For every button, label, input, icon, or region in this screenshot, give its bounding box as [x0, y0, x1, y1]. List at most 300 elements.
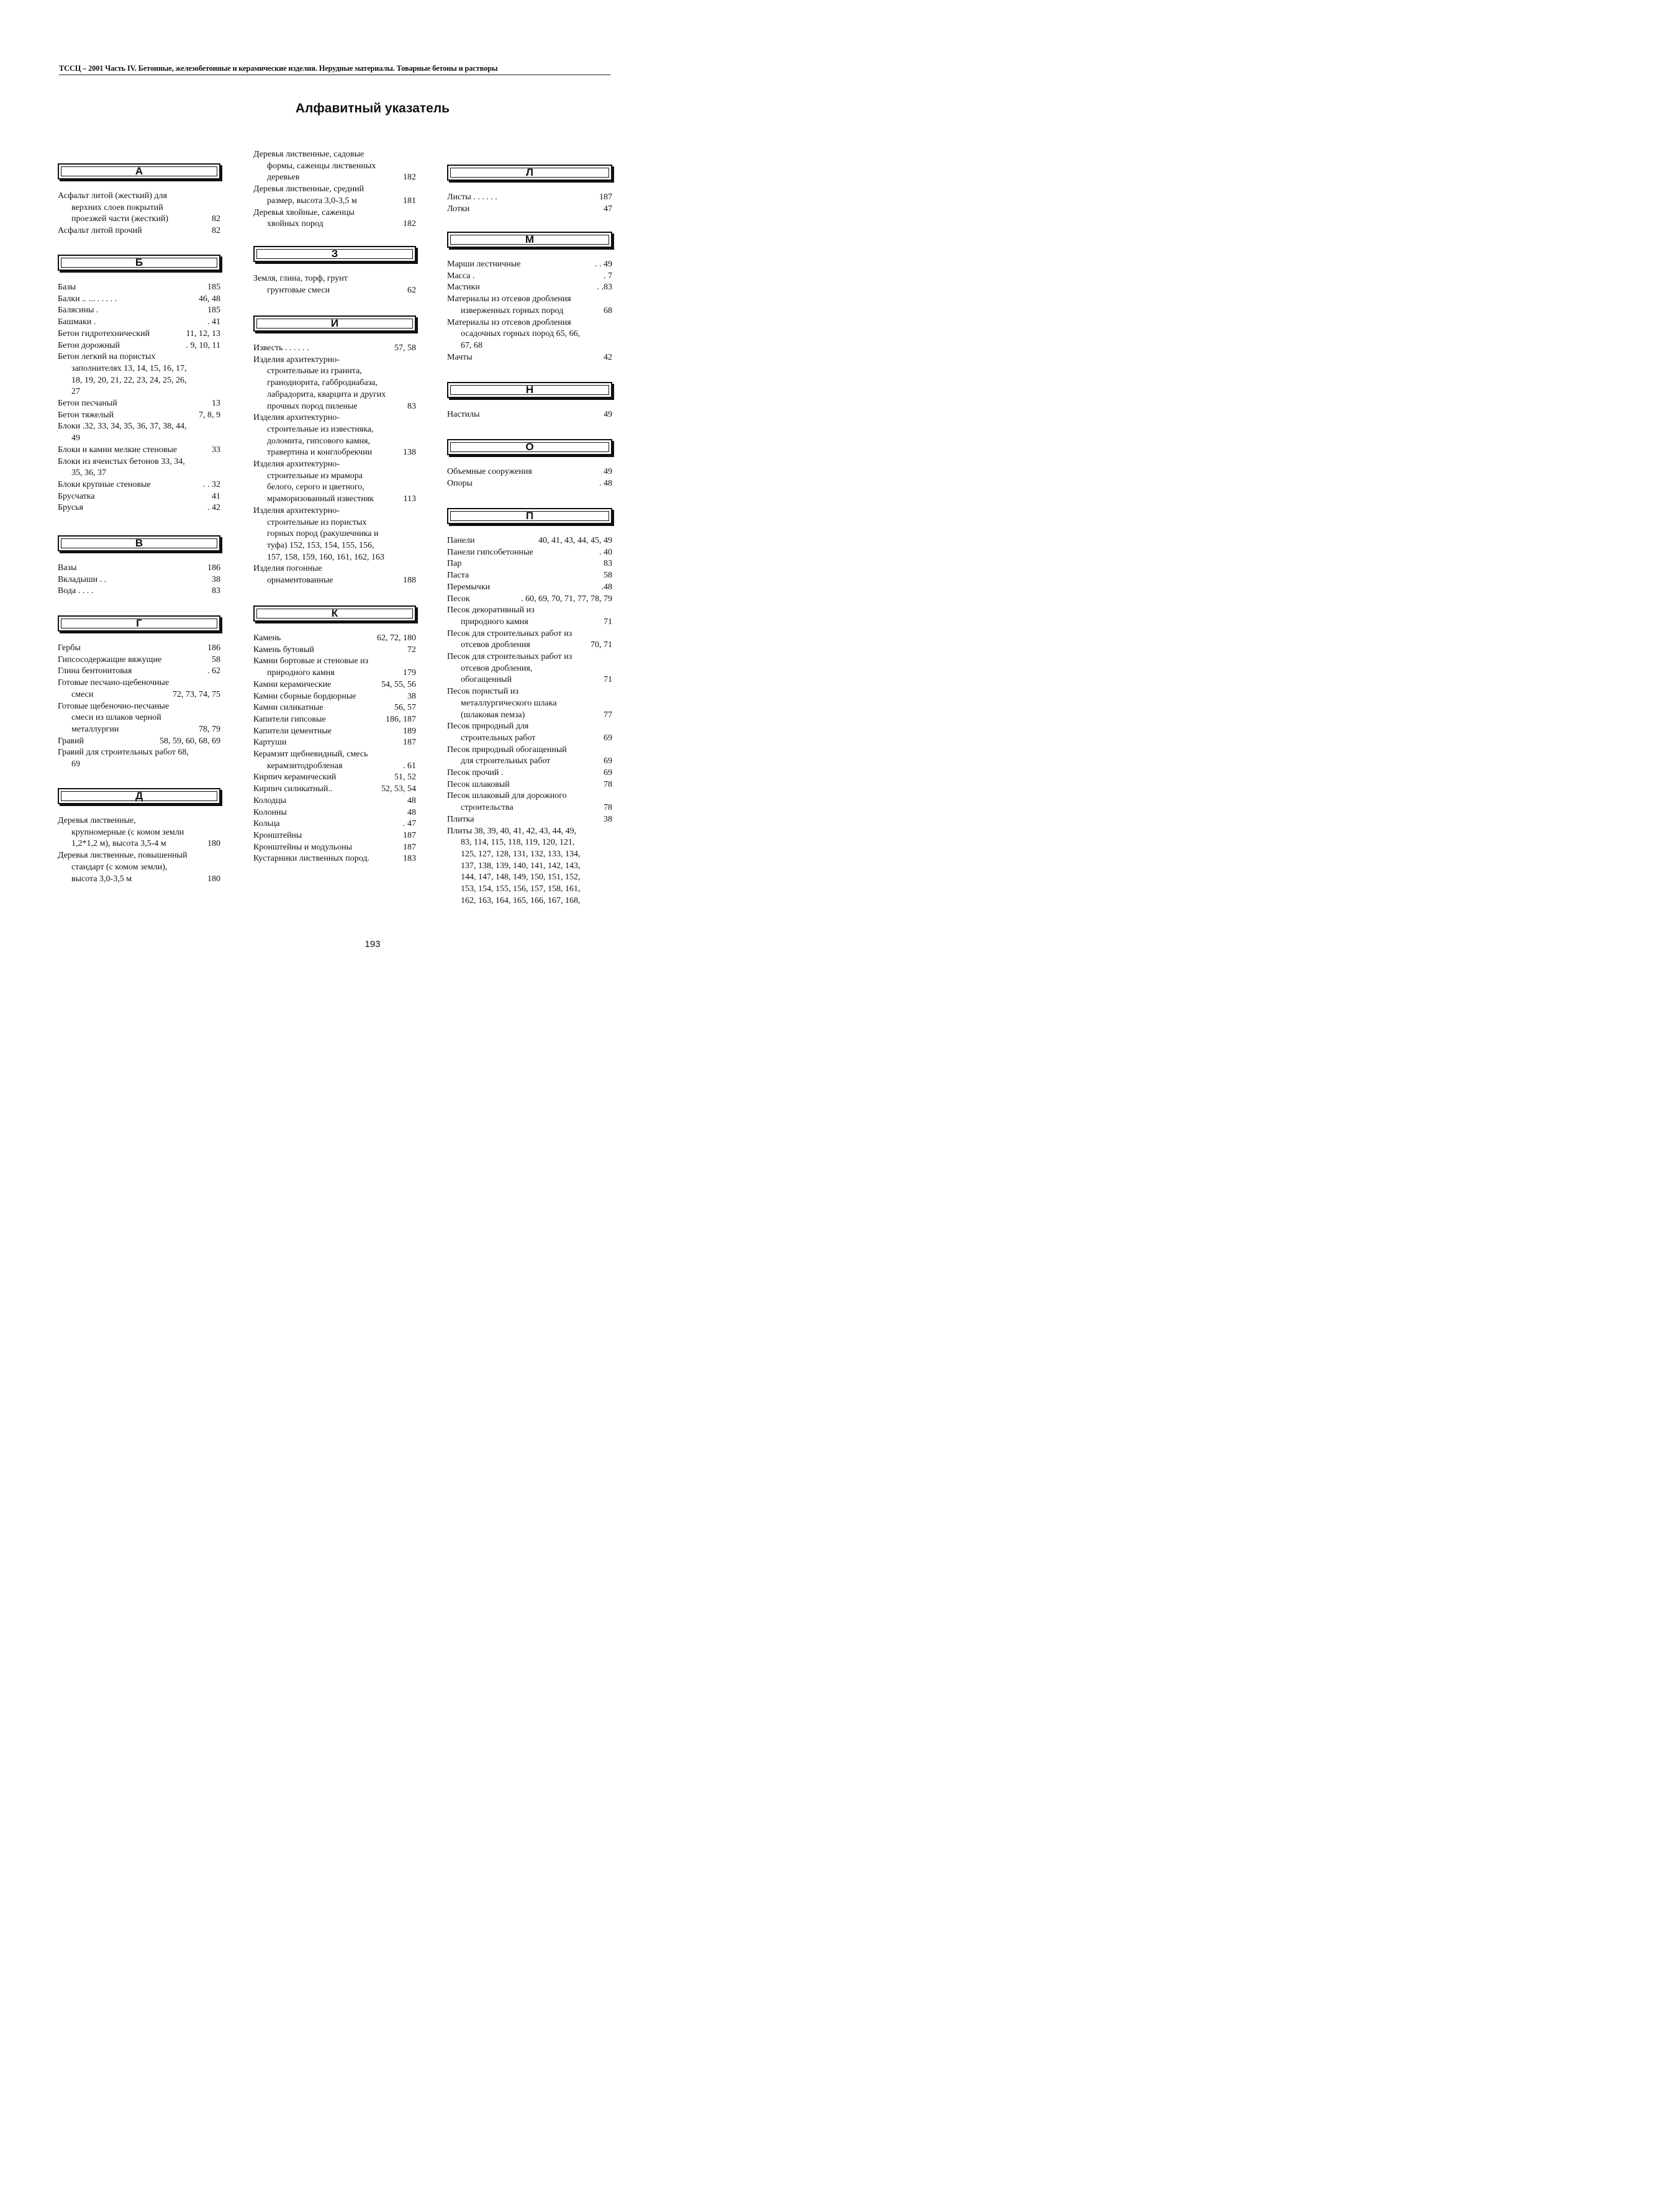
index-section: [253, 246, 416, 296]
entry-pages: . 62: [207, 666, 220, 676]
entry-text: (шлаковая пемза): [461, 710, 525, 720]
index-entry: [58, 305, 220, 317]
entry-line: [58, 468, 220, 479]
entry-line: [253, 172, 416, 184]
index-entry: [253, 505, 416, 564]
entry-pages: 83: [604, 559, 612, 569]
entry-line: [447, 872, 612, 884]
entry-text: горных пород (ракушечника и: [267, 529, 379, 539]
section-letter: Г: [136, 617, 142, 629]
entry-text: металлургического шлака: [461, 698, 557, 708]
entry-pages: 51, 52: [394, 773, 416, 782]
entry-line: [447, 686, 612, 698]
index-entry: [447, 466, 612, 478]
entry-line: [253, 702, 416, 714]
entry-text: строительных работ: [461, 733, 536, 743]
entry-line: [447, 192, 612, 204]
index-entry: [58, 329, 220, 340]
entry-pages: 58: [212, 655, 220, 664]
entry-text: Гипсосодержащие вяжущие: [58, 655, 162, 664]
entry-text: строительные из мрамора: [267, 471, 363, 481]
entry-line: [58, 191, 220, 202]
entry-pages: 82: [212, 226, 220, 236]
entry-text: 162, 163, 164, 165, 166, 167, 168,: [461, 895, 581, 905]
index-section: [58, 535, 220, 597]
index-entry: [447, 294, 612, 317]
section-letter: П: [525, 510, 534, 522]
index-entry: [58, 479, 220, 491]
entry-text: Кирпич керамический: [253, 773, 337, 782]
section-letter: В: [135, 537, 143, 549]
entry-line: [58, 479, 220, 491]
entry-text: Материалы из отсевов дробления: [447, 317, 571, 327]
entry-text: 153, 154, 155, 156, 157, 158, 161,: [461, 884, 581, 894]
entry-pages: 186, 187: [386, 714, 416, 724]
entry-pages: 70, 71: [591, 640, 612, 650]
entry-pages: 41: [212, 491, 220, 501]
entry-pages: . 61: [403, 761, 416, 771]
index-entry: [58, 351, 220, 398]
entry-pages: 62, 72, 180: [377, 633, 416, 643]
index-entry: [447, 605, 612, 628]
entry-pages: 38: [604, 814, 612, 824]
index-entry: [58, 502, 220, 514]
entry-line: [253, 645, 416, 656]
entry-line: [447, 849, 612, 861]
entry-line: [253, 436, 416, 448]
index-entry: [58, 410, 220, 422]
entry-text: Капители гипсовые: [253, 714, 326, 724]
index-entry: [58, 340, 220, 352]
entry-pages: 49: [604, 410, 612, 419]
entry-line: [58, 574, 220, 586]
entry-pages: 187: [599, 193, 612, 202]
entry-text: 35, 36, 37: [71, 468, 106, 478]
index-entry: [58, 294, 220, 306]
entry-line: [58, 747, 220, 759]
entry-pages: 52, 53, 54: [381, 784, 416, 794]
entry-line: [58, 874, 220, 886]
entry-text: Песок декоративный из: [447, 605, 535, 615]
section-letter: Б: [135, 256, 143, 268]
entry-line: [447, 570, 612, 582]
index-entry: [447, 582, 612, 594]
entry-text: 144, 147, 148, 149, 150, 151, 152,: [461, 873, 581, 882]
entry-text: орнаментованные: [267, 576, 333, 586]
entry-line: [58, 386, 220, 398]
section-letter-box: [58, 535, 220, 551]
entry-line: [58, 375, 220, 387]
index-entry: [253, 645, 416, 656]
entry-pages: 82: [212, 214, 220, 224]
entry-text: Песок для строительных работ из: [447, 628, 573, 638]
entry-text: Земля, глина, торф, грунт: [253, 274, 348, 283]
entry-line: [58, 827, 220, 839]
entry-text: Гербы: [58, 643, 81, 653]
index-entry: [447, 768, 612, 779]
running-header: ТССЦ – 2001 Часть IV. Бетонные, железобетонные и керамические изделия. Нерудные материалы. Товарные бетоны и растворы: [59, 64, 498, 73]
entry-text: Лотки: [447, 204, 470, 214]
entry-line: [447, 204, 612, 215]
index-entry: [58, 445, 220, 456]
entry-line: [447, 698, 612, 710]
entry-text: Вазы: [58, 563, 77, 573]
entry-line: [253, 184, 416, 196]
entry-pages: 83: [212, 586, 220, 596]
entry-line: [58, 305, 220, 317]
index-section: [58, 615, 220, 771]
entry-pages: 78: [604, 779, 612, 789]
entry-text: Песок природный обогащенный: [447, 745, 567, 755]
entry-line: [253, 207, 416, 219]
entry-pages: . 60, 69, 70, 71, 77, 78, 79: [521, 594, 612, 604]
entry-line: [447, 558, 612, 570]
index-entry: [58, 666, 220, 678]
entry-pages: 186: [207, 643, 220, 653]
entry-pages: 49: [604, 467, 612, 476]
entry-line: [58, 701, 220, 713]
index-entry: [253, 355, 416, 413]
entry-pages: 48: [407, 807, 416, 817]
entry-line: [447, 721, 612, 733]
entry-text: Деревья лиственные, садовые: [253, 150, 364, 159]
index-entry: [253, 807, 416, 819]
entry-pages: 78, 79: [199, 724, 220, 734]
entry-pages: . 48: [599, 478, 612, 488]
entry-text: Изделия архитектурно-: [253, 355, 340, 365]
entry-text: смеси: [71, 689, 94, 699]
entry-text: изверженных горных пород: [461, 306, 564, 315]
entry-pages: 46, 48: [199, 294, 220, 304]
index-entry: [447, 651, 612, 686]
entry-line: [58, 433, 220, 445]
entry-line: [447, 861, 612, 873]
entry-text: Настилы: [447, 410, 480, 419]
entry-line: [447, 745, 612, 756]
entry-line: [447, 663, 612, 675]
index-entry: [447, 547, 612, 559]
entry-pages: . 9, 10, 11: [186, 340, 220, 350]
entry-line: [253, 575, 416, 587]
entry-text: Картуши: [253, 738, 287, 748]
entry-text: 157, 158, 159, 160, 161, 162, 163: [267, 552, 384, 562]
entry-line: [253, 471, 416, 483]
entry-text: Изделия погонные: [253, 564, 322, 574]
section-letter-box: [447, 439, 612, 455]
entry-text: Листы . . . . . .: [447, 193, 497, 202]
entry-text: Гравий для строительных работ 68,: [58, 748, 189, 758]
entry-text: Камни силикатные: [253, 703, 324, 713]
entry-text: 83, 114, 115, 118, 119, 120, 121,: [461, 838, 575, 848]
entry-text: Объемные сооружения: [447, 467, 532, 476]
entry-line: [253, 691, 416, 703]
entry-line: [58, 862, 220, 874]
entry-text: Гравий: [58, 736, 84, 746]
index-entry: [447, 282, 612, 294]
entry-pages: . 7: [604, 271, 612, 281]
index-entry: [253, 784, 416, 796]
entry-line: [253, 784, 416, 796]
index-entry: [253, 726, 416, 738]
section-letter-box: [447, 508, 612, 524]
entry-line: [253, 161, 416, 173]
index-entry: [447, 721, 612, 744]
entry-text: мраморизованный известняк: [267, 494, 374, 504]
entry-line: [447, 259, 612, 271]
index-entry: [447, 204, 612, 215]
entry-text: Кольца: [253, 819, 280, 829]
entry-line: [58, 214, 220, 225]
entry-line: [447, 352, 612, 364]
entry-text: Брусья: [58, 503, 83, 513]
entry-line: [253, 656, 416, 668]
entry-line: [253, 830, 416, 842]
entry-text: строительства: [461, 803, 514, 813]
index-entry: [447, 317, 612, 352]
index-entry: [253, 207, 416, 230]
entry-line: [447, 478, 612, 490]
index-entry: [58, 586, 220, 597]
entry-line: [253, 494, 416, 505]
section-letter: Д: [135, 790, 143, 802]
entry-text: Плитка: [447, 814, 474, 824]
entry-line: [58, 586, 220, 597]
entry-line: [253, 401, 416, 413]
entry-line: [58, 838, 220, 850]
entry-line: [253, 517, 416, 529]
entry-text: Балясины .: [58, 306, 99, 315]
entry-text: 18, 19, 20, 21, 22, 23, 24, 25, 26,: [71, 375, 187, 385]
entry-pages: 71: [604, 617, 612, 627]
entry-text: Материалы из отсевов дробления: [447, 294, 571, 304]
entry-pages: 179: [403, 668, 416, 678]
entry-text: Песок шлаковый: [447, 779, 510, 789]
entry-text: 27: [71, 387, 80, 397]
entry-text: 125, 127, 128, 131, 132, 133, 134,: [461, 849, 581, 859]
index-entry: [253, 633, 416, 645]
index-entry: [58, 317, 220, 329]
entry-text: Пар: [447, 559, 462, 569]
entry-line: [253, 366, 416, 378]
index-section: [58, 255, 220, 514]
entry-text: Камень бутовый: [253, 645, 314, 655]
entry-pages: 7, 8, 9: [199, 410, 220, 420]
entry-pages: 187: [403, 830, 416, 840]
index-section: [447, 439, 612, 489]
entry-text: природного камня: [267, 668, 335, 678]
entry-text: Керамзит щебневидный, смесь: [253, 750, 368, 759]
entry-text: Марши лестничные: [447, 260, 521, 269]
entry-pages: 72: [407, 645, 416, 655]
section-letter: Н: [525, 384, 534, 396]
entry-text: Паста: [447, 571, 469, 581]
entry-pages: 78: [604, 803, 612, 813]
entry-pages: 180: [207, 874, 220, 884]
entry-line: [447, 802, 612, 814]
index-entry: [447, 409, 612, 421]
entry-text: Бетон дорожный: [58, 340, 120, 350]
entry-text: лабрадорита, кварцита и других: [267, 389, 386, 399]
entry-pages: 42: [604, 352, 612, 362]
entry-line: [253, 482, 416, 494]
entry-line: [447, 779, 612, 791]
index-entry: [447, 570, 612, 582]
entry-pages: 185: [207, 283, 220, 292]
entry-line: [58, 712, 220, 724]
entry-line: [58, 491, 220, 503]
entry-text: высота 3,0-3,5 м: [71, 874, 132, 884]
entry-text: строительные из известняка,: [267, 424, 374, 434]
entry-text: Кустарники лиственных пород.: [253, 854, 369, 864]
index-entry: [58, 456, 220, 479]
entry-line: [58, 445, 220, 456]
entry-text: Мачты: [447, 352, 473, 362]
entry-line: [253, 378, 416, 389]
entry-text: Бетон песчаный: [58, 399, 117, 409]
index-entry: [447, 271, 612, 283]
index-entry: [447, 478, 612, 490]
entry-line: [58, 351, 220, 363]
entry-line: [58, 736, 220, 748]
entry-text: проезжей части (жесткий): [71, 214, 169, 224]
entry-text: керамзитодробленая: [267, 761, 343, 771]
index-entry: [447, 686, 612, 721]
entry-text: Изделия архитектурно-: [253, 460, 340, 469]
entry-pages: 40, 41, 43, 44, 45, 49: [538, 536, 612, 545]
entry-line: [253, 552, 416, 564]
entry-text: обогащенный: [461, 675, 512, 685]
entry-line: [253, 842, 416, 854]
entry-line: [58, 759, 220, 771]
entry-line: [253, 528, 416, 540]
entry-line: [447, 756, 612, 768]
entry-pages: 58: [604, 571, 612, 581]
entry-text: Блоки крупные стеновые: [58, 479, 151, 489]
entry-pages: . 41: [207, 317, 220, 327]
entry-text: Песок природный для: [447, 722, 529, 732]
entry-pages: .48: [601, 582, 612, 592]
index-entry: [58, 701, 220, 736]
index-section: [447, 382, 612, 421]
entry-line: [58, 724, 220, 736]
entry-line: [253, 447, 416, 459]
entry-text: Панели: [447, 536, 475, 545]
entry-text: хвойных пород: [267, 219, 324, 229]
entry-line: [253, 679, 416, 691]
index-entry: [58, 736, 220, 748]
section-letter-box: [253, 315, 416, 332]
entry-text: верхних слоев покрытий: [71, 202, 163, 212]
entry-text: Мастики: [447, 283, 480, 292]
entry-line: [447, 329, 612, 340]
index-entry: [253, 149, 416, 184]
entry-text: Глина бентонитовая: [58, 666, 132, 676]
entry-line: [253, 807, 416, 819]
entry-text: Колонны: [253, 807, 287, 817]
entry-text: Песок прочий .: [447, 768, 504, 778]
entry-text: 137, 138, 139, 140, 141, 142, 143,: [461, 861, 581, 871]
entry-line: [447, 582, 612, 594]
entry-line: [253, 540, 416, 552]
entry-line: [447, 409, 612, 421]
entry-text: Камни сборные бордюрные: [253, 691, 356, 701]
entry-pages: 69: [604, 768, 612, 778]
entry-line: [447, 733, 612, 745]
index-entry: [253, 737, 416, 749]
entry-text: туфа) 152, 153, 154, 155, 156,: [267, 540, 374, 550]
section-letter: З: [331, 248, 338, 260]
section-letter-box: [58, 255, 220, 271]
entry-line: [447, 895, 612, 907]
index-entry: [253, 656, 416, 679]
index-entry: [253, 563, 416, 586]
entry-text: для строительных работ: [461, 756, 551, 766]
entry-text: Изделия архитектурно-: [253, 413, 340, 423]
entry-text: стандарт (с комом земли),: [71, 862, 168, 872]
index-entry: [447, 558, 612, 570]
entry-pages: 68: [604, 306, 612, 315]
entry-pages: 47: [604, 204, 612, 214]
entry-pages: 182: [403, 173, 416, 183]
entry-pages: . 40: [599, 547, 612, 557]
entry-line: [253, 343, 416, 355]
entry-pages: 72, 73, 74, 75: [173, 689, 220, 699]
entry-text: Вкладыши . .: [58, 574, 107, 584]
index-entry: [58, 421, 220, 444]
entry-line: [447, 837, 612, 849]
entry-text: Масса .: [447, 271, 475, 281]
entry-line: [58, 666, 220, 678]
entry-pages: 54, 55, 56: [381, 679, 416, 689]
entry-line: [58, 815, 220, 827]
index-entry: [447, 628, 612, 651]
entry-line: [447, 294, 612, 306]
entry-line: [253, 633, 416, 645]
index-entry: [58, 643, 220, 655]
entry-text: Камень: [253, 633, 281, 643]
index-entry: [58, 563, 220, 574]
index-entry: [253, 714, 416, 726]
index-entry: [253, 749, 416, 772]
entry-pages: 11, 12, 13: [186, 329, 220, 338]
index-entry: [447, 192, 612, 204]
section-letter: Л: [526, 166, 533, 178]
entry-pages: 56, 57: [394, 703, 416, 713]
entry-text: Деревья лиственные, повышенный: [58, 851, 188, 861]
entry-line: [253, 355, 416, 366]
entry-text: смеси из шлаков черной: [71, 713, 161, 723]
entry-text: Капители цементные: [253, 726, 332, 736]
entry-line: [58, 363, 220, 375]
entry-line: [253, 412, 416, 424]
entry-text: Башмаки .: [58, 317, 96, 327]
entry-line: [253, 772, 416, 784]
index-section: [447, 232, 612, 363]
entry-pages: . . 49: [595, 260, 612, 269]
entry-pages: 187: [403, 842, 416, 852]
entry-line: [447, 605, 612, 617]
section-letter: А: [135, 165, 143, 177]
entry-line: [447, 814, 612, 826]
entry-pages: 69: [604, 733, 612, 743]
entry-text: металлургии: [71, 724, 119, 734]
entry-text: Кронштейны и модульоны: [253, 842, 353, 852]
entry-line: [253, 424, 416, 436]
entry-line: [447, 651, 612, 663]
entry-pages: 138: [403, 448, 416, 458]
entry-text: прочных пород пиленые: [267, 401, 358, 411]
entry-pages: 181: [403, 196, 416, 206]
